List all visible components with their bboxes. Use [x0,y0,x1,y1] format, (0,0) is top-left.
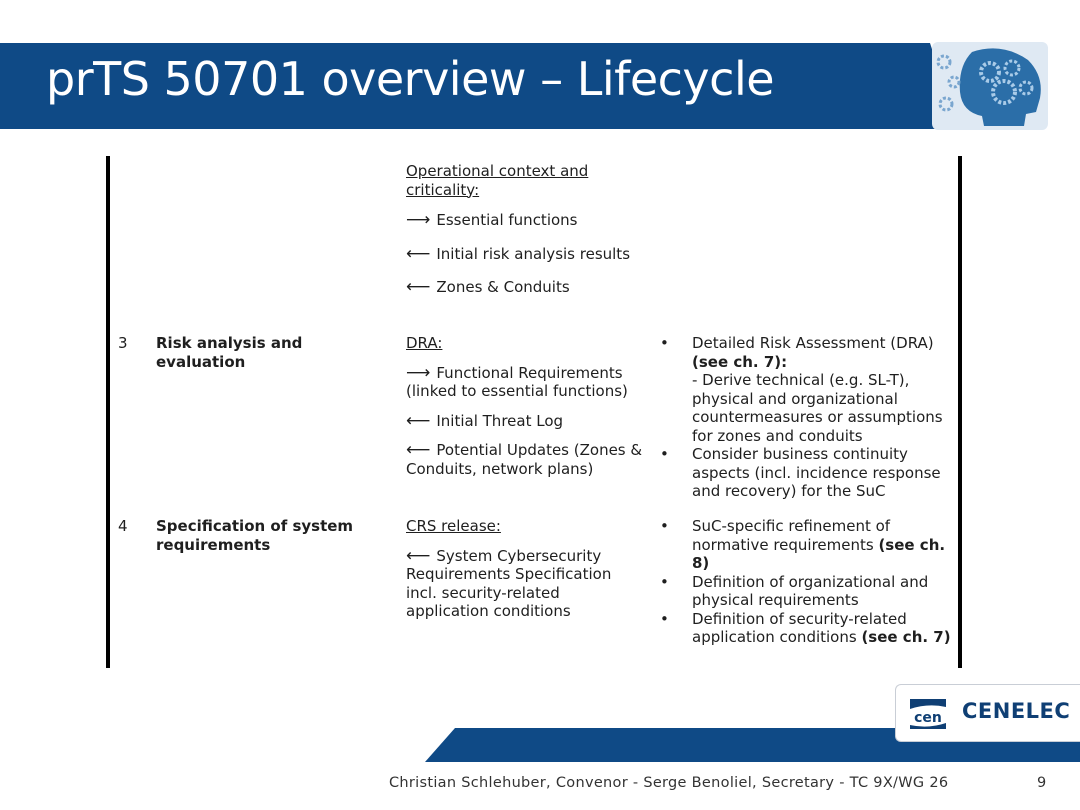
row3-item-2: ⟵ Initial Threat Log [406,410,564,431]
top-item-3: ⟵ Zones & Conduits [406,277,570,297]
svg-text:cen: cen [914,710,942,726]
table-right-border [958,156,962,668]
page-number: 9 [1037,775,1047,791]
row4-bullet-3: • Definition of security-related application conditions (see ch. 7) [658,610,956,647]
row3-bullet-1: • Detailed Risk Assessment (DRA) (see ch. 7): - Derive technical (e.g. SL-T), physical and organizational countermeasures or assumptions for zones and conduits [658,334,956,445]
slide-title: prTS 50701 overview – Lifecycle [46,52,775,106]
row4-number: 4 [118,517,128,535]
row3-bullet-2: • Consider business continuity aspects (incl. incidence response and recovery) for the SuC [658,445,956,501]
cen-cenelec-logo [895,684,1080,742]
gear-head-icon [932,42,1048,130]
cenelec-logo-text: CENELEC [962,699,1071,723]
row4-bullet-1: • SuC-specific refinement of normative requirements (see ch. 8) [658,517,956,573]
row4-heading: CRS release: [406,517,501,535]
top-item-1: ⟶ Essential functions [406,210,578,230]
row4-bullet-2: • Definition of organizational and physical requirements [658,573,956,610]
top-row-context [406,162,646,297]
row3-item-1: ⟶ Functional Requirements (linked to essential functions) [406,362,628,400]
row3-item-3: ⟵ Potential Updates (Zones & Conduits, network plans) [406,440,643,478]
row3-dra [406,334,644,478]
row3-phase: Risk analysis and evaluation [156,334,303,371]
footer-credits: Christian Schlehuber, Convenor - Serge Benoliel, Secretary - TC 9X/WG 26 [389,775,949,791]
row4-activities [658,517,956,647]
row4-item-1: ⟵ System Cybersecurity Requirements Specification incl. security-related application conditions [406,545,612,620]
top-row-heading: Operational context and criticality: [406,162,589,199]
top-item-2: ⟵ Initial risk analysis results [406,243,631,264]
row3-activities [658,334,956,501]
cen-logo-icon [908,695,948,731]
table-left-border [106,156,110,668]
row3-heading: DRA: [406,334,443,352]
row4-phase: Specification of system requirements [156,517,354,554]
row3-number: 3 [118,334,128,352]
row4-crs [406,517,636,621]
